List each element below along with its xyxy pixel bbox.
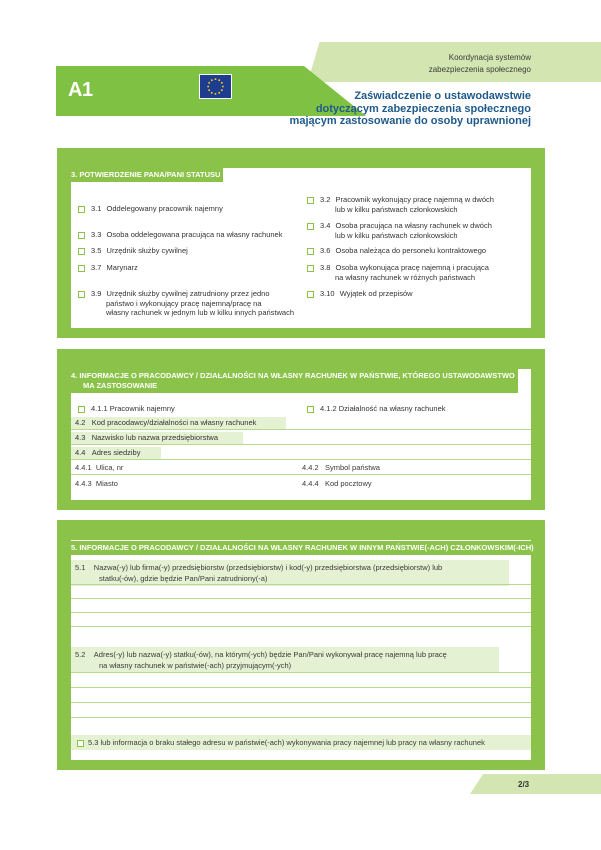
field-num: 5.1 <box>75 563 86 572</box>
field-text-line-2: na własny rachunek w państwie(-ach) przyjmującym(-ych) <box>99 661 292 670</box>
field-5-2-label <box>71 647 499 673</box>
option-label-line-2: lub w kilku państwach członkowskich <box>335 204 458 214</box>
option-label: Oddelegowany pracownik najemny <box>106 204 223 213</box>
field-num: 4.3 <box>75 433 86 442</box>
field-text: Adres siedziby <box>91 448 141 457</box>
option-label-line-3: własny rachunek w jednym lub w kilku innych państwach <box>106 308 295 317</box>
checkbox[interactable] <box>307 223 314 230</box>
field-4-4-4 <box>302 479 372 488</box>
field-text: Nazwisko lub nazwa przedsiębiorstwa <box>91 433 219 442</box>
option-num: 3.2 <box>320 195 331 204</box>
field-5-1-line[interactable] <box>71 598 531 599</box>
option-num: 3.7 <box>91 263 102 272</box>
option-num: 3.5 <box>91 246 102 255</box>
eu-flag-icon <box>199 74 232 99</box>
option-3-6[interactable] <box>307 246 486 256</box>
coordination-line-1: Koordynacja systemów <box>448 53 531 62</box>
option-label: 4.1.2 Działalność na własny rachunek <box>320 404 446 413</box>
option-3-7[interactable] <box>78 263 138 273</box>
option-label: Wyjątek od przepisów <box>339 289 413 298</box>
field-text-line-1: Adres(-y) lub nazwa(-y) statku(-ów), na którym(-ych) będzie Pan/Pani wykonywał pracę najemną lub pracę <box>93 650 447 659</box>
option-5-3[interactable] <box>71 735 531 750</box>
checkbox[interactable] <box>77 740 84 747</box>
field-label <box>71 417 286 429</box>
checkbox[interactable] <box>78 232 85 239</box>
row-4-1 <box>71 402 531 416</box>
section-4-title-line-1: 4. INFORMACJE O PRACODAWCY / DZIAŁALNOŚCI NA WŁASNY RACHUNEK W PAŃSTWIE, KTÓREGO USTAWODAWSTWO <box>71 371 515 380</box>
option-label-line-2: państwo i wykonujący pracę najemną/pracę na <box>106 298 262 308</box>
option-3-8[interactable] <box>307 263 489 282</box>
coordination-label <box>391 52 531 76</box>
field-num: 4.4.4 <box>302 479 319 488</box>
option-label: Marynarz <box>106 263 138 272</box>
section-4-title-line-2: MA ZASTOSOWANIE <box>83 381 158 390</box>
option-label-line-1: Osoba wykonująca pracę najemną i pracująca <box>335 263 489 272</box>
checkbox[interactable] <box>307 291 314 298</box>
field-5-1-line[interactable] <box>71 626 531 627</box>
field-5-2-line[interactable] <box>71 717 531 718</box>
option-3-4[interactable] <box>307 221 492 240</box>
field-text-line-2: statku(-ów), gdzie będzie Pan/Pani zatrudniony(-a) <box>99 574 268 583</box>
field-4-4-3 <box>75 479 118 488</box>
checkbox[interactable] <box>307 265 314 272</box>
option-3-5[interactable] <box>78 246 188 256</box>
field-5-1-line[interactable] <box>71 612 531 613</box>
checkbox[interactable] <box>307 197 314 204</box>
field-5-1-label <box>71 560 509 586</box>
form-badge: A1 <box>68 79 93 101</box>
field-text: Ulica, nr <box>95 463 124 472</box>
field-4-4-3-row[interactable] <box>71 476 531 490</box>
option-num: 3.10 <box>320 289 335 298</box>
field-num: 4.4.2 <box>302 463 319 472</box>
title-line-2: dotyczącym zabezpieczenia społecznego <box>315 102 531 115</box>
option-num: 3.1 <box>91 204 102 213</box>
field-5-2-line[interactable] <box>71 687 531 688</box>
option-label: Osoba oddelegowana pracująca na własny rachunek <box>106 230 283 239</box>
option-num: 3.9 <box>91 289 102 298</box>
field-num: 4.4 <box>75 448 86 457</box>
option-label-line-2: lub w kilku państwach członkowskich <box>335 230 458 240</box>
field-num: 5.2 <box>75 650 86 659</box>
option-3-10[interactable] <box>307 289 413 299</box>
field-label <box>71 432 243 444</box>
field-4-4-1 <box>75 463 123 472</box>
checkbox[interactable] <box>78 291 85 298</box>
field-text: Symbol państwa <box>324 463 380 472</box>
option-num: 3.8 <box>320 263 331 272</box>
checkbox[interactable] <box>78 206 85 213</box>
title-line-3: mającym zastosowanie do osoby uprawnionej <box>289 115 531 127</box>
checkbox[interactable] <box>307 406 314 413</box>
option-3-9[interactable] <box>78 289 294 318</box>
checkbox[interactable] <box>307 248 314 255</box>
field-text: Miasto <box>95 479 118 488</box>
field-num: 4.4.1 <box>75 463 92 472</box>
option-4-1-1[interactable] <box>78 404 175 414</box>
field-5-1-line[interactable] <box>71 584 531 585</box>
option-3-1[interactable] <box>78 204 223 214</box>
footer-band <box>470 774 601 794</box>
option-3-3[interactable] <box>78 230 282 240</box>
option-num: 3.3 <box>91 230 102 239</box>
option-label: 4.1.1 Pracownik najemny <box>91 404 175 413</box>
field-text: Kod pocztowy <box>324 479 372 488</box>
section-5-frame <box>57 520 545 770</box>
field-text: Kod pracodawcy/działalności na własny rachunek <box>91 418 257 427</box>
option-4-1-2[interactable] <box>307 404 446 414</box>
option-label-line-1: Urzędnik służby cywilnej zatrudniony przez jedno <box>106 289 270 298</box>
field-text-line-1: Nazwa(-y) lub firma(-y) przedsiębiorstw (przedsiębiorstw) i kod(-y) przedsiębiorstwa (przedsiębiorstw) lub <box>93 563 443 572</box>
field-num: 4.2 <box>75 418 86 427</box>
title-line-1: Zaświadczenie o ustawodawstwie <box>354 90 531 102</box>
field-4-3[interactable] <box>71 431 531 445</box>
section-4-title <box>68 369 518 393</box>
field-5-2-line[interactable] <box>71 702 531 703</box>
option-num: 3.6 <box>320 246 331 255</box>
option-label-line-1: Pracownik wykonujący pracę najemną w dwóch <box>335 195 494 204</box>
option-label-line-2: na własny rachunek w różnych państwach <box>335 272 476 282</box>
coordination-line-2: zabezpieczenia społecznego <box>428 65 531 74</box>
field-4-4-2 <box>302 463 380 472</box>
checkbox[interactable] <box>78 248 85 255</box>
field-num: 4.4.3 <box>75 479 92 488</box>
section-3-title: 3. POTWIERDZENIE PANA/PANI STATUSU <box>68 168 223 182</box>
field-label <box>71 447 161 459</box>
checkbox[interactable] <box>78 265 85 272</box>
page-title <box>261 90 531 128</box>
option-num: 3.4 <box>320 221 331 230</box>
option-label: Osoba należąca do personelu kontraktowego <box>335 246 487 255</box>
field-4-2[interactable] <box>71 416 531 430</box>
page-number: 2/3 <box>518 780 530 789</box>
field-4-4 <box>71 446 531 460</box>
option-3-2[interactable] <box>307 195 494 214</box>
field-5-2-line[interactable] <box>71 672 531 673</box>
option-label-line-1: Osoba pracująca na własny rachunek w dwóch <box>335 221 492 230</box>
section-5-title: 5. INFORMACJE O PRACODAWCY / DZIAŁALNOŚCI NA WŁASNY RACHUNEK W INNYM PAŃSTWIE(-ACH) CZŁONKOWSKIM(-ICH) <box>68 541 537 555</box>
field-4-4-1-row[interactable] <box>71 461 531 475</box>
option-label: 5.3 lub informacja o braku stałego adresu w państwie(-ach) wykonywania pracy najemnej lub pracy na własny rachunek <box>88 738 485 747</box>
option-label: Urzędnik służby cywilnej <box>106 246 188 255</box>
checkbox[interactable] <box>78 406 85 413</box>
